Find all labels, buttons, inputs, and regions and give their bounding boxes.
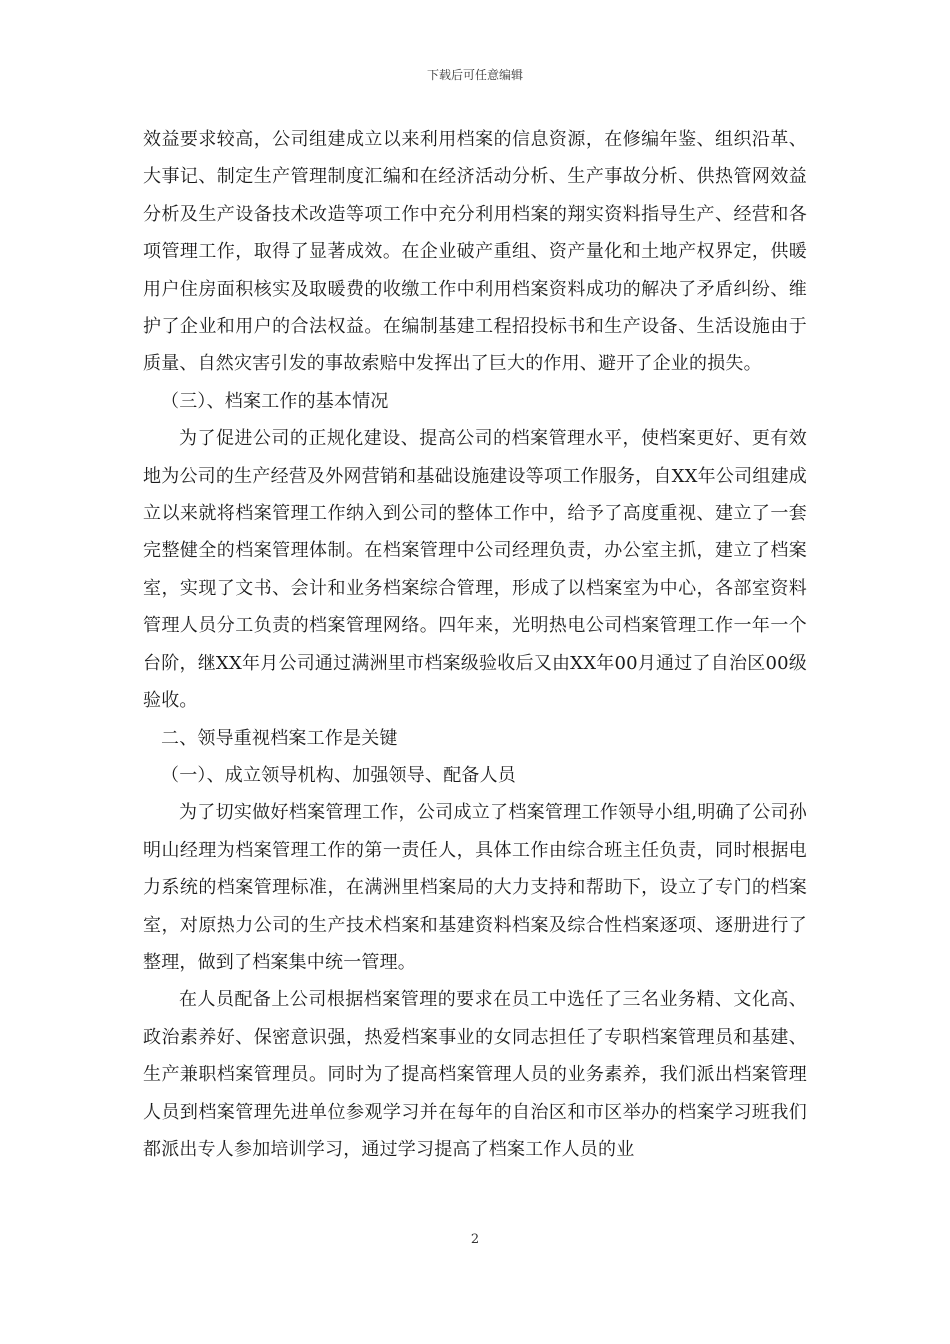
paragraph-continuation: 效益要求较高，公司组建成立以来利用档案的信息资源，在修编年鉴、组织沿革、大事记、制定生产管理制度汇编和在经济活动分析、生产事故分析、供热管网效益分析及生产设备技术改造等项工作中充分利用档案的翔实资料指导生产、经营和各项管理工作，取得了显著成效。在企业破产重组、资产量化和土地产权界定，供暖用户住房面积核实及取暖费的收缴工作中利用档案资料成功的解决了矛盾纠纷、维护了企业和用户的合法权益。在编制基建工程招投标书和生产设备、生活设施由于质量、自然灾害引发的事故索赔中发挥出了巨大的作用、避开了企业的损失。 xyxy=(143,129,807,375)
document-body xyxy=(143,121,807,1168)
page-header: 下载后可任意编辑 xyxy=(426,68,523,82)
paragraph-archive-basics: 为了促进公司的正规化建设、提高公司的档案管理水平，使档案更好、更有效地为公司的生产经营及外网营销和基础设施建设等项工作服务，自XX年公司组建成立以来就将档案管理工作纳入到公司的整体工作中，给予了高度重视、建立了一套完整健全的档案管理体制。在档案管理中公司经理负责，办公室主抓，建立了档案室，实现了文书、会计和业务档案综合管理，形成了以档案室为中心，各部室资料管理人员分工负责的档案管理网络。四年来，光明热电公司档案管理工作一年一个台阶，继XX年月公司通过满洲里市档案级验收后又由XX年00月通过了自治区00级验收。 xyxy=(143,428,807,712)
section-heading-3: （三）、档案工作的基本情况 xyxy=(161,390,389,412)
subsection-heading-1: （一）、成立领导机构、加强领导、配备人员 xyxy=(161,764,516,786)
page-number: 2 xyxy=(470,1232,480,1247)
section-heading-2: 二、领导重视档案工作是关键 xyxy=(161,727,398,749)
paragraph-staffing: 在人员配备上公司根据档案管理的要求在员工中选任了三名业务精、文化高、政治素养好、保密意识强，热爱档案事业的女同志担任了专职档案管理员和基建、生产兼职档案管理员。同时为了提高档案管理人员的业务素养，我们派出档案管理人员到档案管理先进单位参观学习并在每年的自治区和市区举办的档案学习班我们都派出专人参加培训学习，通过学习提高了档案工作人员的业 xyxy=(143,989,807,1160)
paragraph-leadership-group: 为了切实做好档案管理工作，公司成立了档案管理工作领导小组,明确了公司孙明山经理为档案管理工作的第一责任人，具体工作由综合班主任负责，同时根据电力系统的档案管理标准，在满洲里档案局的大力支持和帮助下，设立了专门的档案室，对原热力公司的生产技术档案和基建资料档案及综合性档案逐项、逐册进行了整理，做到了档案集中统一管理。 xyxy=(143,802,807,973)
